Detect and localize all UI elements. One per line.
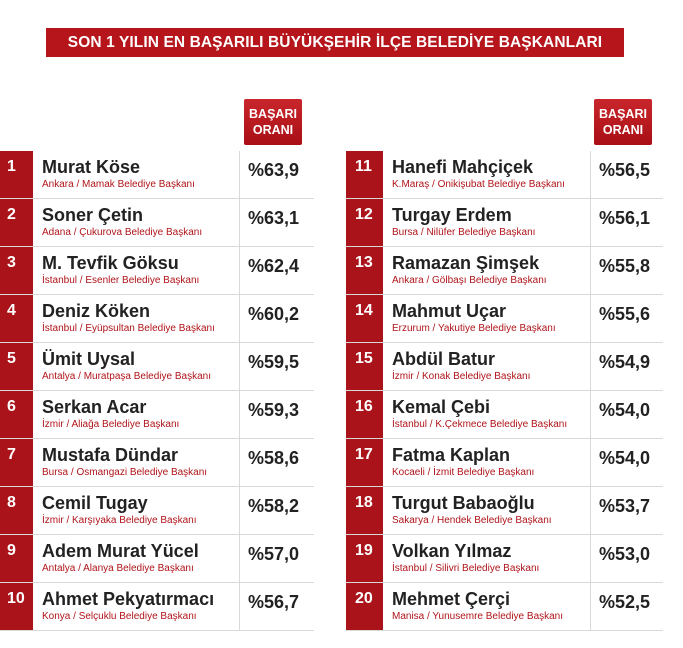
success-rate: %56,1 <box>599 208 651 228</box>
table-row <box>346 391 663 439</box>
mayor-name: Murat Köse <box>42 157 141 177</box>
rank-number: 3 <box>0 247 33 294</box>
municipality-label: Ankara / Gölbaşı Belediye Başkanı <box>392 275 547 286</box>
municipality-label: Erzurum / Yakutiye Belediye Başkanı <box>392 323 556 334</box>
column-divider <box>239 439 240 486</box>
ranking-list <box>0 151 320 631</box>
municipality-label: Manisa / Yunusemre Belediye Başkanı <box>392 611 564 622</box>
rank-number: 9 <box>0 535 33 582</box>
rank-number: 11 <box>346 151 383 198</box>
column-divider <box>239 391 240 438</box>
column-divider <box>239 535 240 582</box>
mayor-name: Turgut Babaoğlu <box>392 493 535 513</box>
municipality-label: Sakarya / Hendek Belediye Başkanı <box>392 515 552 526</box>
mayor-name: Ahmet Pekyatırmacı <box>42 589 215 609</box>
table-row <box>346 487 663 535</box>
rate-header-line1: BAŞARI <box>599 107 647 121</box>
mayor-name: Kemal Çebi <box>392 397 491 417</box>
table-row <box>0 343 314 391</box>
mayor-name: Mustafa Dündar <box>42 445 179 465</box>
municipality-label: İzmir / Konak Belediye Başkanı <box>392 371 531 382</box>
table-row <box>0 583 314 631</box>
table-row <box>0 295 314 343</box>
rate-column-header <box>244 99 302 145</box>
municipality-label: Ankara / Mamak Belediye Başkanı <box>42 179 195 190</box>
column-divider <box>590 151 591 198</box>
table-row <box>0 487 314 535</box>
table-row <box>346 583 663 631</box>
column-divider <box>239 199 240 246</box>
table-row <box>0 391 314 439</box>
rank-number: 15 <box>346 343 383 390</box>
success-rate: %59,3 <box>248 400 300 420</box>
table-row <box>0 199 314 247</box>
column-divider <box>590 295 591 342</box>
municipality-label: Antalya / Muratpaşa Belediye Başkanı <box>42 371 211 382</box>
municipality-label: İstanbul / Esenler Belediye Başkanı <box>42 275 200 286</box>
rank-number: 16 <box>346 391 383 438</box>
success-rate: %57,0 <box>248 544 300 564</box>
municipality-label: İstanbul / Silivri Belediye Başkanı <box>392 563 540 574</box>
table-row <box>0 439 314 487</box>
success-rate: %62,4 <box>248 256 300 276</box>
municipality-label: İzmir / Karşıyaka Belediye Başkanı <box>42 515 197 526</box>
column-divider <box>590 247 591 294</box>
ranking-column-left <box>0 0 320 648</box>
success-rate: %58,2 <box>248 496 300 516</box>
municipality-label: Adana / Çukurova Belediye Başkanı <box>42 227 203 238</box>
success-rate: %54,0 <box>599 400 651 420</box>
mayor-name: M. Tevfik Göksu <box>42 253 179 273</box>
rank-number: 4 <box>0 295 33 342</box>
municipality-label: İstanbul / K.Çekmece Belediye Başkanı <box>392 419 568 430</box>
mayor-name: Mahmut Uçar <box>392 301 507 321</box>
mayor-name: Ramazan Şimşek <box>392 253 540 273</box>
mayor-name: Serkan Acar <box>42 397 147 417</box>
rank-number: 10 <box>0 583 33 630</box>
table-row <box>0 247 314 295</box>
success-rate: %54,9 <box>599 352 651 372</box>
rank-number: 5 <box>0 343 33 390</box>
municipality-label: Bursa / Nilüfer Belediye Başkanı <box>392 227 536 238</box>
municipality-label: K.Maraş / Onikişubat Belediye Başkanı <box>392 179 565 190</box>
success-rate: %54,0 <box>599 448 651 468</box>
mayor-name: Turgay Erdem <box>392 205 512 225</box>
mayor-name: Abdül Batur <box>392 349 495 369</box>
column-divider <box>590 199 591 246</box>
column-divider <box>239 343 240 390</box>
mayor-name: Volkan Yılmaz <box>392 541 512 561</box>
column-divider <box>239 487 240 534</box>
mayor-name: Cemil Tugay <box>42 493 148 513</box>
success-rate: %59,5 <box>248 352 300 372</box>
rank-number: 19 <box>346 535 383 582</box>
column-divider <box>590 535 591 582</box>
ranking-list <box>346 151 683 631</box>
success-rate: %53,7 <box>599 496 651 516</box>
rank-number: 13 <box>346 247 383 294</box>
table-row <box>0 151 314 199</box>
rank-number: 18 <box>346 487 383 534</box>
column-divider <box>590 343 591 390</box>
municipality-label: Bursa / Osmangazi Belediye Başkanı <box>42 467 208 478</box>
mayor-name: Mehmet Çerçi <box>392 589 511 609</box>
table-row <box>346 247 663 295</box>
rate-header-line1: BAŞARI <box>249 107 297 121</box>
rank-number: 7 <box>0 439 33 486</box>
rank-number: 17 <box>346 439 383 486</box>
table-row <box>346 199 663 247</box>
rate-header-line2: ORANI <box>252 123 294 137</box>
column-divider <box>590 391 591 438</box>
column-divider <box>590 439 591 486</box>
mayor-name: Soner Çetin <box>42 205 144 225</box>
table-row <box>346 151 663 199</box>
mayor-name: Adem Murat Yücel <box>42 541 199 561</box>
success-rate: %52,5 <box>599 592 651 612</box>
success-rate: %63,9 <box>248 160 300 180</box>
page-title: SON 1 YILIN EN BAŞARILI BÜYÜKŞEHİR İLÇE BELEDİYE BAŞKANLARI <box>46 28 624 57</box>
column-divider <box>590 487 591 534</box>
column-divider <box>239 295 240 342</box>
success-rate: %56,7 <box>248 592 300 612</box>
rate-column-header <box>594 99 652 145</box>
success-rate: %56,5 <box>599 160 651 180</box>
municipality-label: İzmir / Aliağa Belediye Başkanı <box>42 419 180 430</box>
municipality-label: Antalya / Alanya Belediye Başkanı <box>42 563 194 574</box>
rank-number: 6 <box>0 391 33 438</box>
success-rate: %55,8 <box>599 256 651 276</box>
table-row <box>346 535 663 583</box>
column-divider <box>590 583 591 630</box>
rank-number: 2 <box>0 199 33 246</box>
rank-number: 20 <box>346 583 383 630</box>
rank-number: 12 <box>346 199 383 246</box>
table-row <box>346 343 663 391</box>
mayor-name: Deniz Köken <box>42 301 151 321</box>
success-rate: %60,2 <box>248 304 300 324</box>
rank-number: 8 <box>0 487 33 534</box>
column-divider <box>239 583 240 630</box>
success-rate: %58,6 <box>248 448 300 468</box>
table-row <box>0 535 314 583</box>
rate-header-line2: ORANI <box>602 123 644 137</box>
success-rate: %53,0 <box>599 544 651 564</box>
municipality-label: İstanbul / Eyüpsultan Belediye Başkanı <box>42 323 215 334</box>
mayor-name: Fatma Kaplan <box>392 445 511 465</box>
column-divider <box>239 247 240 294</box>
municipality-label: Konya / Selçuklu Belediye Başkanı <box>42 611 197 622</box>
rank-number: 1 <box>0 151 33 198</box>
municipality-label: Kocaeli / İzmit Belediye Başkanı <box>392 467 535 478</box>
table-row <box>346 295 663 343</box>
mayor-name: Hanefi Mahçiçek <box>392 157 534 177</box>
ranking-column-right <box>346 0 683 648</box>
rank-number: 14 <box>346 295 383 342</box>
column-divider <box>239 151 240 198</box>
success-rate: %63,1 <box>248 208 300 228</box>
mayor-name: Ümit Uysal <box>42 349 136 369</box>
success-rate: %55,6 <box>599 304 651 324</box>
table-row <box>346 439 663 487</box>
